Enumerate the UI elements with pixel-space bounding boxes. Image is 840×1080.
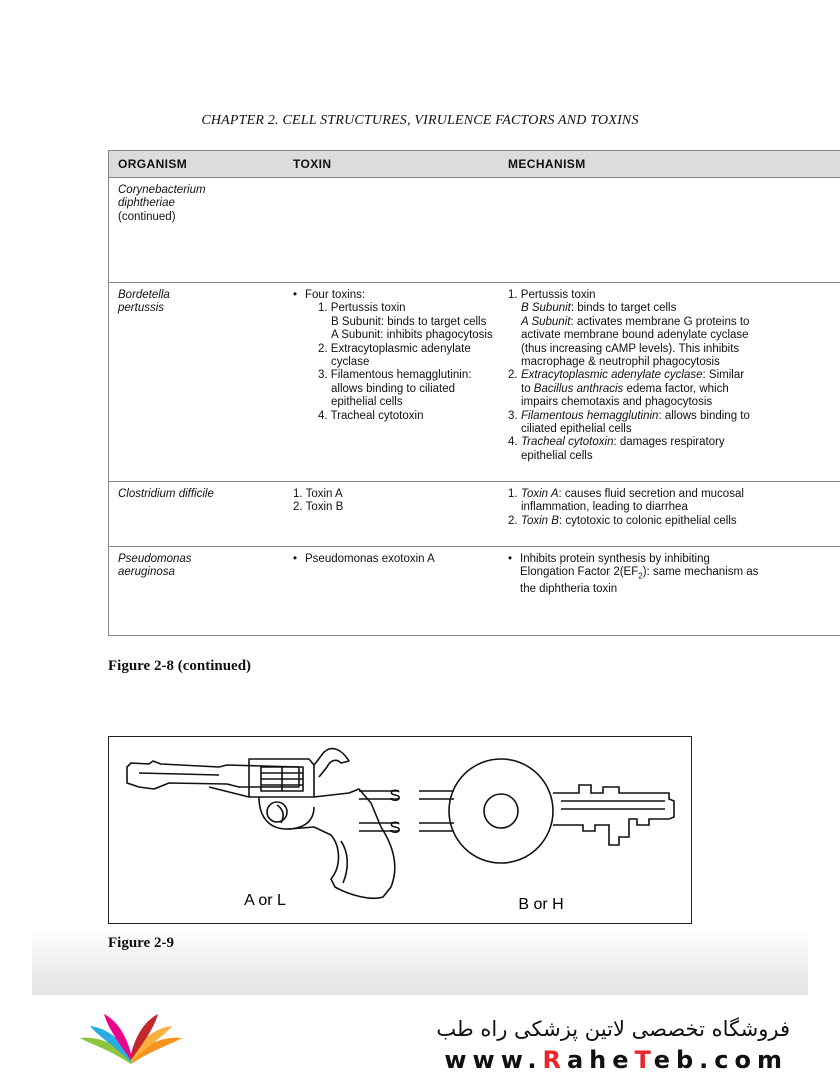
- organism-name: Clostridium difficile: [118, 488, 214, 500]
- table-row: [109, 547, 840, 635]
- mechanism-item: [508, 515, 840, 528]
- subscript: 2: [638, 571, 643, 581]
- label-a-or-l: A or L: [244, 892, 286, 909]
- item-number: 1.: [508, 488, 518, 500]
- key-drawing: [419, 759, 674, 863]
- toxin-item: 2. Toxin B: [293, 501, 344, 514]
- mechanism-item: [508, 410, 753, 437]
- figure-2-9-caption: Figure 2-9: [108, 935, 174, 951]
- label-b-or-h: B or H: [518, 896, 564, 913]
- toxin-table: [108, 150, 840, 636]
- mechanism-term: A Subunit: [521, 315, 571, 328]
- toxin-cell: [293, 488, 503, 515]
- toxin-cell: [293, 553, 503, 566]
- mechanism-text: : damages respiratory epithelial cells: [521, 436, 725, 462]
- disulfide-label-2: S: [389, 818, 401, 837]
- table-row: [109, 178, 840, 283]
- mechanism-text: : causes fluid secretion and mucosal inflammation, leading to diarrhea: [521, 488, 744, 514]
- mechanism-subitem: [508, 316, 751, 370]
- organism-note: (continued): [118, 210, 176, 223]
- mechanism-term: Filamentous hemagglutinin: [521, 409, 659, 422]
- mechanism-text: Inhibits protein synthesis by inhibiting Elongation Factor 2(EF: [520, 553, 710, 579]
- mechanism-term: Toxin A: [521, 488, 559, 500]
- mechanism-term: Extracytoplasmic adenylate cyclase: [521, 369, 703, 382]
- book-logo-icon: [76, 1008, 186, 1068]
- column-mechanism: MECHANISM: [508, 157, 586, 171]
- url-part: eb.com: [653, 1046, 788, 1074]
- mechanism-text: : allows binding to ciliated epithelial cells: [521, 409, 750, 436]
- table-header: [109, 150, 840, 178]
- mechanism-item: [508, 488, 766, 515]
- url-part: ahe: [566, 1046, 635, 1074]
- table-row: [109, 283, 840, 482]
- toxin-item: 3. Filamentous hemagglutinin: allows binding to ciliated epithelial cells: [318, 369, 472, 409]
- mechanism-cell: [508, 289, 840, 463]
- toxin-item: 4. Tracheal cytotoxin: [318, 409, 424, 422]
- toxin-intro: Four toxins:: [305, 289, 366, 301]
- organism-name: Corynebacterium diphtheriae: [118, 184, 206, 210]
- mechanism-cell: [508, 488, 840, 528]
- mechanism-text: : activates membrane G proteins to activate membrane bound adenylate cyclase (thus increasing cAMP levels). This inhibits macrophage & neutrophil phagocytosis: [521, 315, 750, 369]
- mechanism-text: edema factor, which impairs chemotaxis and phagocytosis: [521, 382, 729, 409]
- mechanism-item: [508, 553, 760, 597]
- organism-cell: [118, 184, 278, 224]
- item-number: 3.: [508, 409, 518, 422]
- mechanism-text: : cytotoxic to colonic epithelial cells: [558, 514, 737, 527]
- mechanism-text: ): same mechanism as the diphtheria toxin: [520, 566, 759, 596]
- mechanism-term: Tracheal cytotoxin: [521, 436, 614, 449]
- mechanism-item: 1. Pertussis toxin: [508, 289, 596, 301]
- toxin-subitem: B Subunit: binds to target cells: [331, 315, 487, 328]
- toxin-item: • Pseudomonas exotoxin A: [293, 553, 503, 566]
- store-name-persian: فروشگاه تخصصی لاتین پزشکی راه طب: [436, 1017, 790, 1041]
- figure-2-8-caption: Figure 2-8 (continued): [108, 658, 252, 674]
- mechanism-term: B Subunit: [521, 302, 571, 315]
- mechanism-cell: [508, 553, 840, 597]
- figure-2-9: [108, 736, 692, 924]
- mechanism-text: : Similar to: [521, 369, 745, 395]
- mechanism-item: [508, 369, 753, 409]
- url-part: R: [542, 1046, 567, 1074]
- url-part: T: [634, 1046, 654, 1074]
- list-item: [293, 289, 503, 423]
- chapter-header: CHAPTER 2. CELL STRUCTURES, VIRULENCE FACTORS AND TOXINS: [201, 113, 639, 128]
- gun-key-illustration: [109, 737, 693, 925]
- toxin-item: 1. Toxin A: [293, 488, 343, 500]
- disulfide-label-1: S: [389, 786, 401, 805]
- item-number: 4.: [508, 436, 518, 449]
- revolver-drawing: [127, 749, 399, 899]
- item-number: 2.: [508, 369, 518, 382]
- toxin-item: 2. Extracytoplasmic adenylate cyclase: [318, 342, 471, 369]
- mechanism-term: Bacillus anthracis: [533, 382, 624, 395]
- mechanism-text: : binds to target cells: [570, 302, 677, 315]
- store-url[interactable]: [444, 1046, 788, 1074]
- table-row: [109, 482, 840, 547]
- column-toxin: TOXIN: [293, 157, 332, 171]
- toxin-item: 1. Pertussis toxin: [318, 302, 406, 315]
- mechanism-subitem: [508, 302, 840, 315]
- url-part: www.: [444, 1046, 543, 1074]
- column-organism: ORGANISM: [118, 157, 188, 171]
- toxin-cell: [293, 289, 503, 423]
- organism-name: Pseudomonas aeruginosa: [118, 553, 192, 579]
- mechanism-term: Toxin B: [521, 514, 559, 527]
- item-number: 2.: [508, 514, 518, 527]
- organism-name: Bordetella pertussis: [118, 289, 170, 315]
- toxin-subitem: A Subunit: inhibits phagocytosis: [331, 329, 493, 342]
- mechanism-item: [508, 436, 753, 463]
